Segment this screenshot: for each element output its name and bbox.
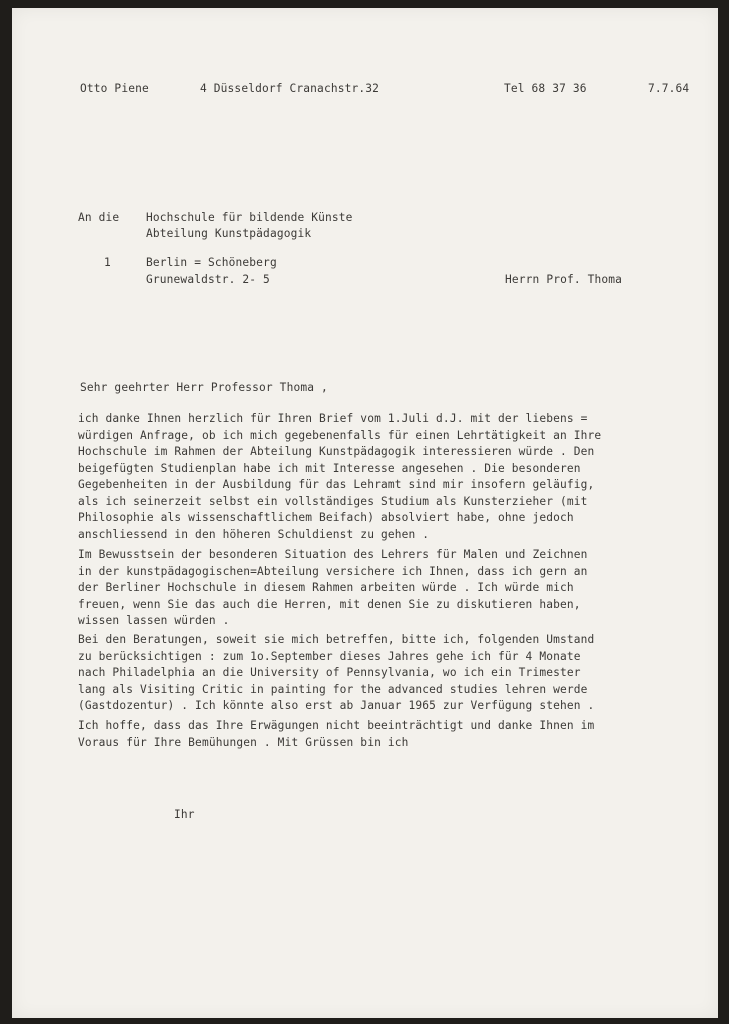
letter-date: 7.7.64: [648, 82, 690, 95]
paragraph-line: freuen, wenn Sie das auch die Herren, mit denen Sie zu diskutieren haben,: [78, 597, 581, 611]
paragraph-line: Bei den Beratungen, soweit sie mich betreffen, bitte ich, folgenden Umstand: [78, 633, 595, 646]
paragraph-line: wissen lassen würden .: [78, 614, 230, 627]
recipient-prefix: An die: [78, 211, 120, 224]
recipient-city: Berlin = Schöneberg: [146, 256, 277, 269]
recipient-attention: Herrn Prof. Thoma: [505, 273, 623, 286]
recipient-department: Abteilung Kunstpädagogik: [146, 227, 312, 240]
salutation: Sehr geehrter Herr Professor Thoma ,: [80, 381, 328, 394]
recipient-institution: Hochschule für bildende Künste: [146, 211, 353, 224]
letter-page: [12, 8, 718, 1018]
sender-name: Otto Piene: [80, 82, 149, 95]
closing: Ihr: [174, 808, 195, 821]
paragraph-line: Hochschule im Rahmen der Abteilung Kunstpädagogik interessieren würde . Den: [78, 445, 595, 458]
paragraph-line: lang als Visiting Critic in painting for the advanced studies lehren werde: [78, 682, 588, 696]
paragraph-2: [78, 548, 588, 639]
paragraph-line: der Berliner Hochschule in diesem Rahmen arbeiten würde . Ich würde mich: [78, 581, 574, 594]
paragraph-3: [78, 633, 595, 724]
paragraph-line: in der kunstpädagogischen=Abteilung versichere ich Ihnen, dass ich gern an: [78, 564, 588, 578]
paragraph-line: Im Bewusstsein der besonderen Situation des Lehrers für Malen und Zeichnen: [78, 548, 588, 561]
paragraph-line: nach Philadelphia an die University of Pennsylvania, wo ich ein Trimester: [78, 666, 581, 679]
paragraph-1: [78, 412, 602, 542]
paragraph-line: ich danke Ihnen herzlich für Ihren Brief vom 1.Juli d.J. mit der liebens =: [78, 412, 588, 425]
paragraph-line: anschliessend in den höheren Schuldienst zu gehen .: [78, 527, 430, 541]
sender-phone: Tel 68 37 36: [504, 82, 587, 95]
paragraph-4: [78, 719, 595, 771]
paragraph-line: als ich seinerzeit selbst ein vollständiges Studium als Kunsterzieher (mit: [78, 494, 588, 508]
paragraph-line: (Gastdozentur) . Ich könnte also erst ab Januar 1965 zur Verfügung stehen .: [78, 699, 595, 712]
paragraph-line: beigefügten Studienplan habe ich mit Interesse angesehen . Die besonderen: [78, 461, 581, 475]
paragraph-line: Voraus für Ihre Bemühungen . Mit Grüssen bin ich: [78, 735, 409, 749]
recipient-postal-code: 1: [104, 256, 111, 269]
paragraph-line: würdigen Anfrage, ob ich mich gegebenenfalls für einen Lehrtätigkeit an Ihre: [78, 428, 602, 442]
sender-address: 4 Düsseldorf Cranachstr.32: [200, 82, 380, 95]
paragraph-line: Philosophie als wissenschaftlichem Beifach) absolviert habe, ohne jedoch: [78, 511, 574, 524]
paragraph-line: Ich hoffe, dass das Ihre Erwägungen nicht beeinträchtigt und danke Ihnen im: [78, 719, 595, 732]
recipient-street: Grunewaldstr. 2- 5: [146, 273, 270, 286]
paragraph-line: zu berücksichtigen : zum 1o.September dieses Jahres gehe ich für 4 Monate: [78, 649, 581, 663]
paragraph-line: Gegebenheiten in der Ausbildung für das Lehramt sind mir insofern geläufig,: [78, 478, 595, 491]
